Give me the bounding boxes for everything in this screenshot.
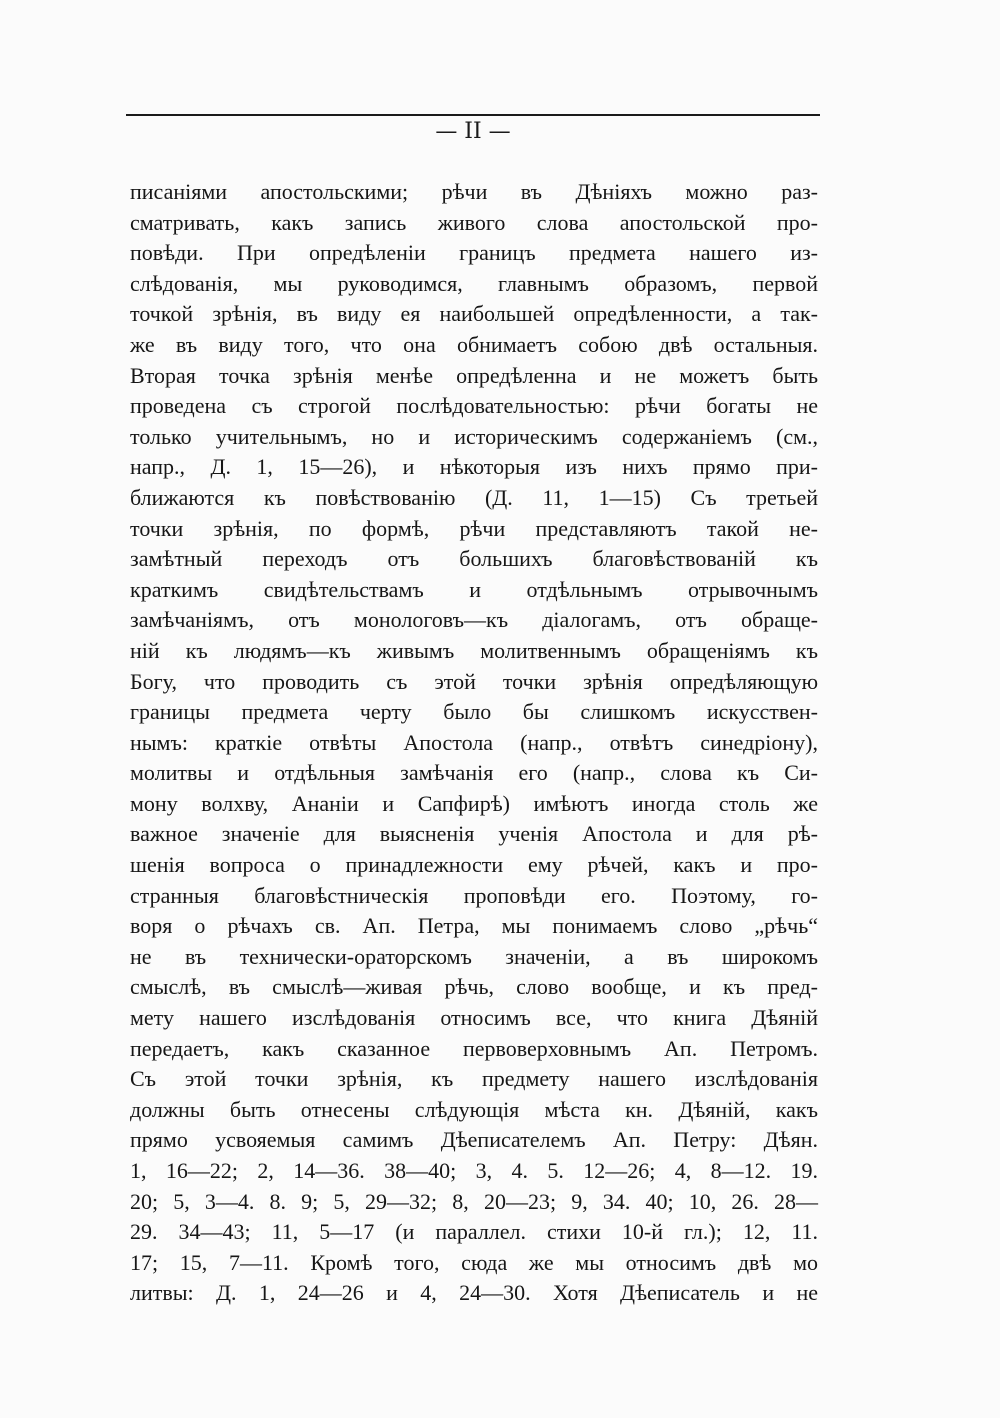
- text-line: напр., Д. 1, 15—26), и нѣкоторыя изъ нихъ прямо при-: [130, 454, 818, 480]
- text-line: мону волхву, Ананіи и Сапфирѣ) имѣютъ иногда столь же: [130, 790, 818, 816]
- text-line: точкой зрѣнія, въ виду ея наибольшей опредѣленности, а так-: [130, 301, 818, 327]
- text-line: 1, 16—22; 2, 14—36. 38—40; 3, 4. 5. 12—26; 4, 8—12. 19.: [130, 1158, 818, 1183]
- text-line: ній къ людямъ—къ живымъ молитвеннымъ обращеніямъ къ: [130, 637, 818, 663]
- text-line: шенія вопроса о принадлежности ему рѣчей, какъ и про-: [130, 852, 818, 878]
- text-line: краткимъ свидѣтельствамъ и отдѣльнымъ отрывочнымъ: [130, 576, 818, 602]
- body-text: [130, 177, 818, 1309]
- text-line: Богу, что проводить съ этой точки зрѣнія опредѣляющую: [130, 668, 818, 694]
- text-line: проведена съ строгой послѣдовательностью: рѣчи богаты не: [130, 393, 818, 419]
- text-line: нымъ: краткіе отвѣты Апостола (напр., отвѣтъ синедріону),: [130, 729, 818, 755]
- text-line: передаетъ, какъ сказанное первоверховнымъ Ап. Петромъ.: [130, 1035, 818, 1061]
- text-line: точки зрѣнія, по формѣ, рѣчи представляютъ такой не-: [130, 515, 818, 541]
- text-line: повѣди. При опредѣленіи границъ предмета нашего из-: [130, 240, 818, 266]
- text-line: 17; 15, 7—11. Кромѣ того, сюда же мы относимъ двѣ мо: [130, 1249, 818, 1275]
- text-line: же въ виду того, что она обнимаетъ собою двѣ остальныя.: [130, 331, 818, 357]
- text-line: 29. 34—43; 11, 5—17 (и параллел. стихи 10-й гл.); 12, 11.: [130, 1219, 818, 1245]
- text-line: границы предмета черту было бы слишкомъ искусствен-: [130, 699, 818, 725]
- header-rule: [126, 114, 820, 116]
- text-line: мету нашего изслѣдованія относимъ все, что книга Дѣяній: [130, 1005, 818, 1031]
- text-line: Вторая точка зрѣнія менѣе опредѣленна и не можетъ быть: [130, 362, 818, 388]
- text-line: должны быть отнесены слѣдующія мѣста кн. Дѣяній, какъ: [130, 1096, 818, 1122]
- text-line: писаніями апостольскими; рѣчи въ Дѣніяхъ можно раз-: [130, 179, 818, 204]
- text-line: молитвы и отдѣльныя замѣчанія его (напр., слова къ Си-: [130, 760, 818, 786]
- text-line: 20; 5, 3—4. 8. 9; 5, 29—32; 8, 20—23; 9, 34. 40; 10, 26. 28—: [130, 1188, 818, 1214]
- page-number: — II —: [435, 119, 511, 144]
- text-line: не въ технически-ораторскомъ значеніи, а въ широкомъ: [130, 943, 818, 969]
- text-line: ближаются къ повѣствованію (Д. 11, 1—15) Съ третьей: [130, 484, 818, 510]
- text-line: прямо усвояемыя самимъ Дѣеписателемъ Ап. Петру: Дѣян.: [130, 1127, 818, 1153]
- text-line: важное значеніе для выясненія ученія Апостола и для рѣ-: [130, 821, 818, 847]
- text-line: воря о рѣчахъ св. Ап. Петра, мы понимаемъ слово „рѣчь“: [130, 913, 818, 939]
- text-line: литвы: Д. 1, 24—26 и 4, 24—30. Хотя Дѣеписатель и не: [130, 1280, 818, 1306]
- text-line: только учительнымъ, но и историческимъ содержаніемъ (см.,: [130, 423, 818, 449]
- text-line: смыслѣ, въ смыслѣ—живая рѣчь, слово вообще, и къ пред-: [130, 974, 818, 1000]
- text-line: замѣтный переходъ отъ большихъ благовѣствованій къ: [130, 546, 818, 572]
- text-line: слѣдованія, мы руководимся, главнымъ образомъ, первой: [130, 270, 818, 296]
- text-line: странныя благовѣстническія проповѣди его. Поэтому, го-: [130, 882, 818, 908]
- text-line: Съ этой точки зрѣнія, къ предмету нашего изслѣдованія: [130, 1066, 818, 1092]
- text-line: замѣчаніямъ, отъ монологовъ—къ діалогамъ, отъ обраще-: [130, 607, 818, 633]
- text-line: сматривать, какъ запись живого слова апостольской про-: [130, 209, 818, 235]
